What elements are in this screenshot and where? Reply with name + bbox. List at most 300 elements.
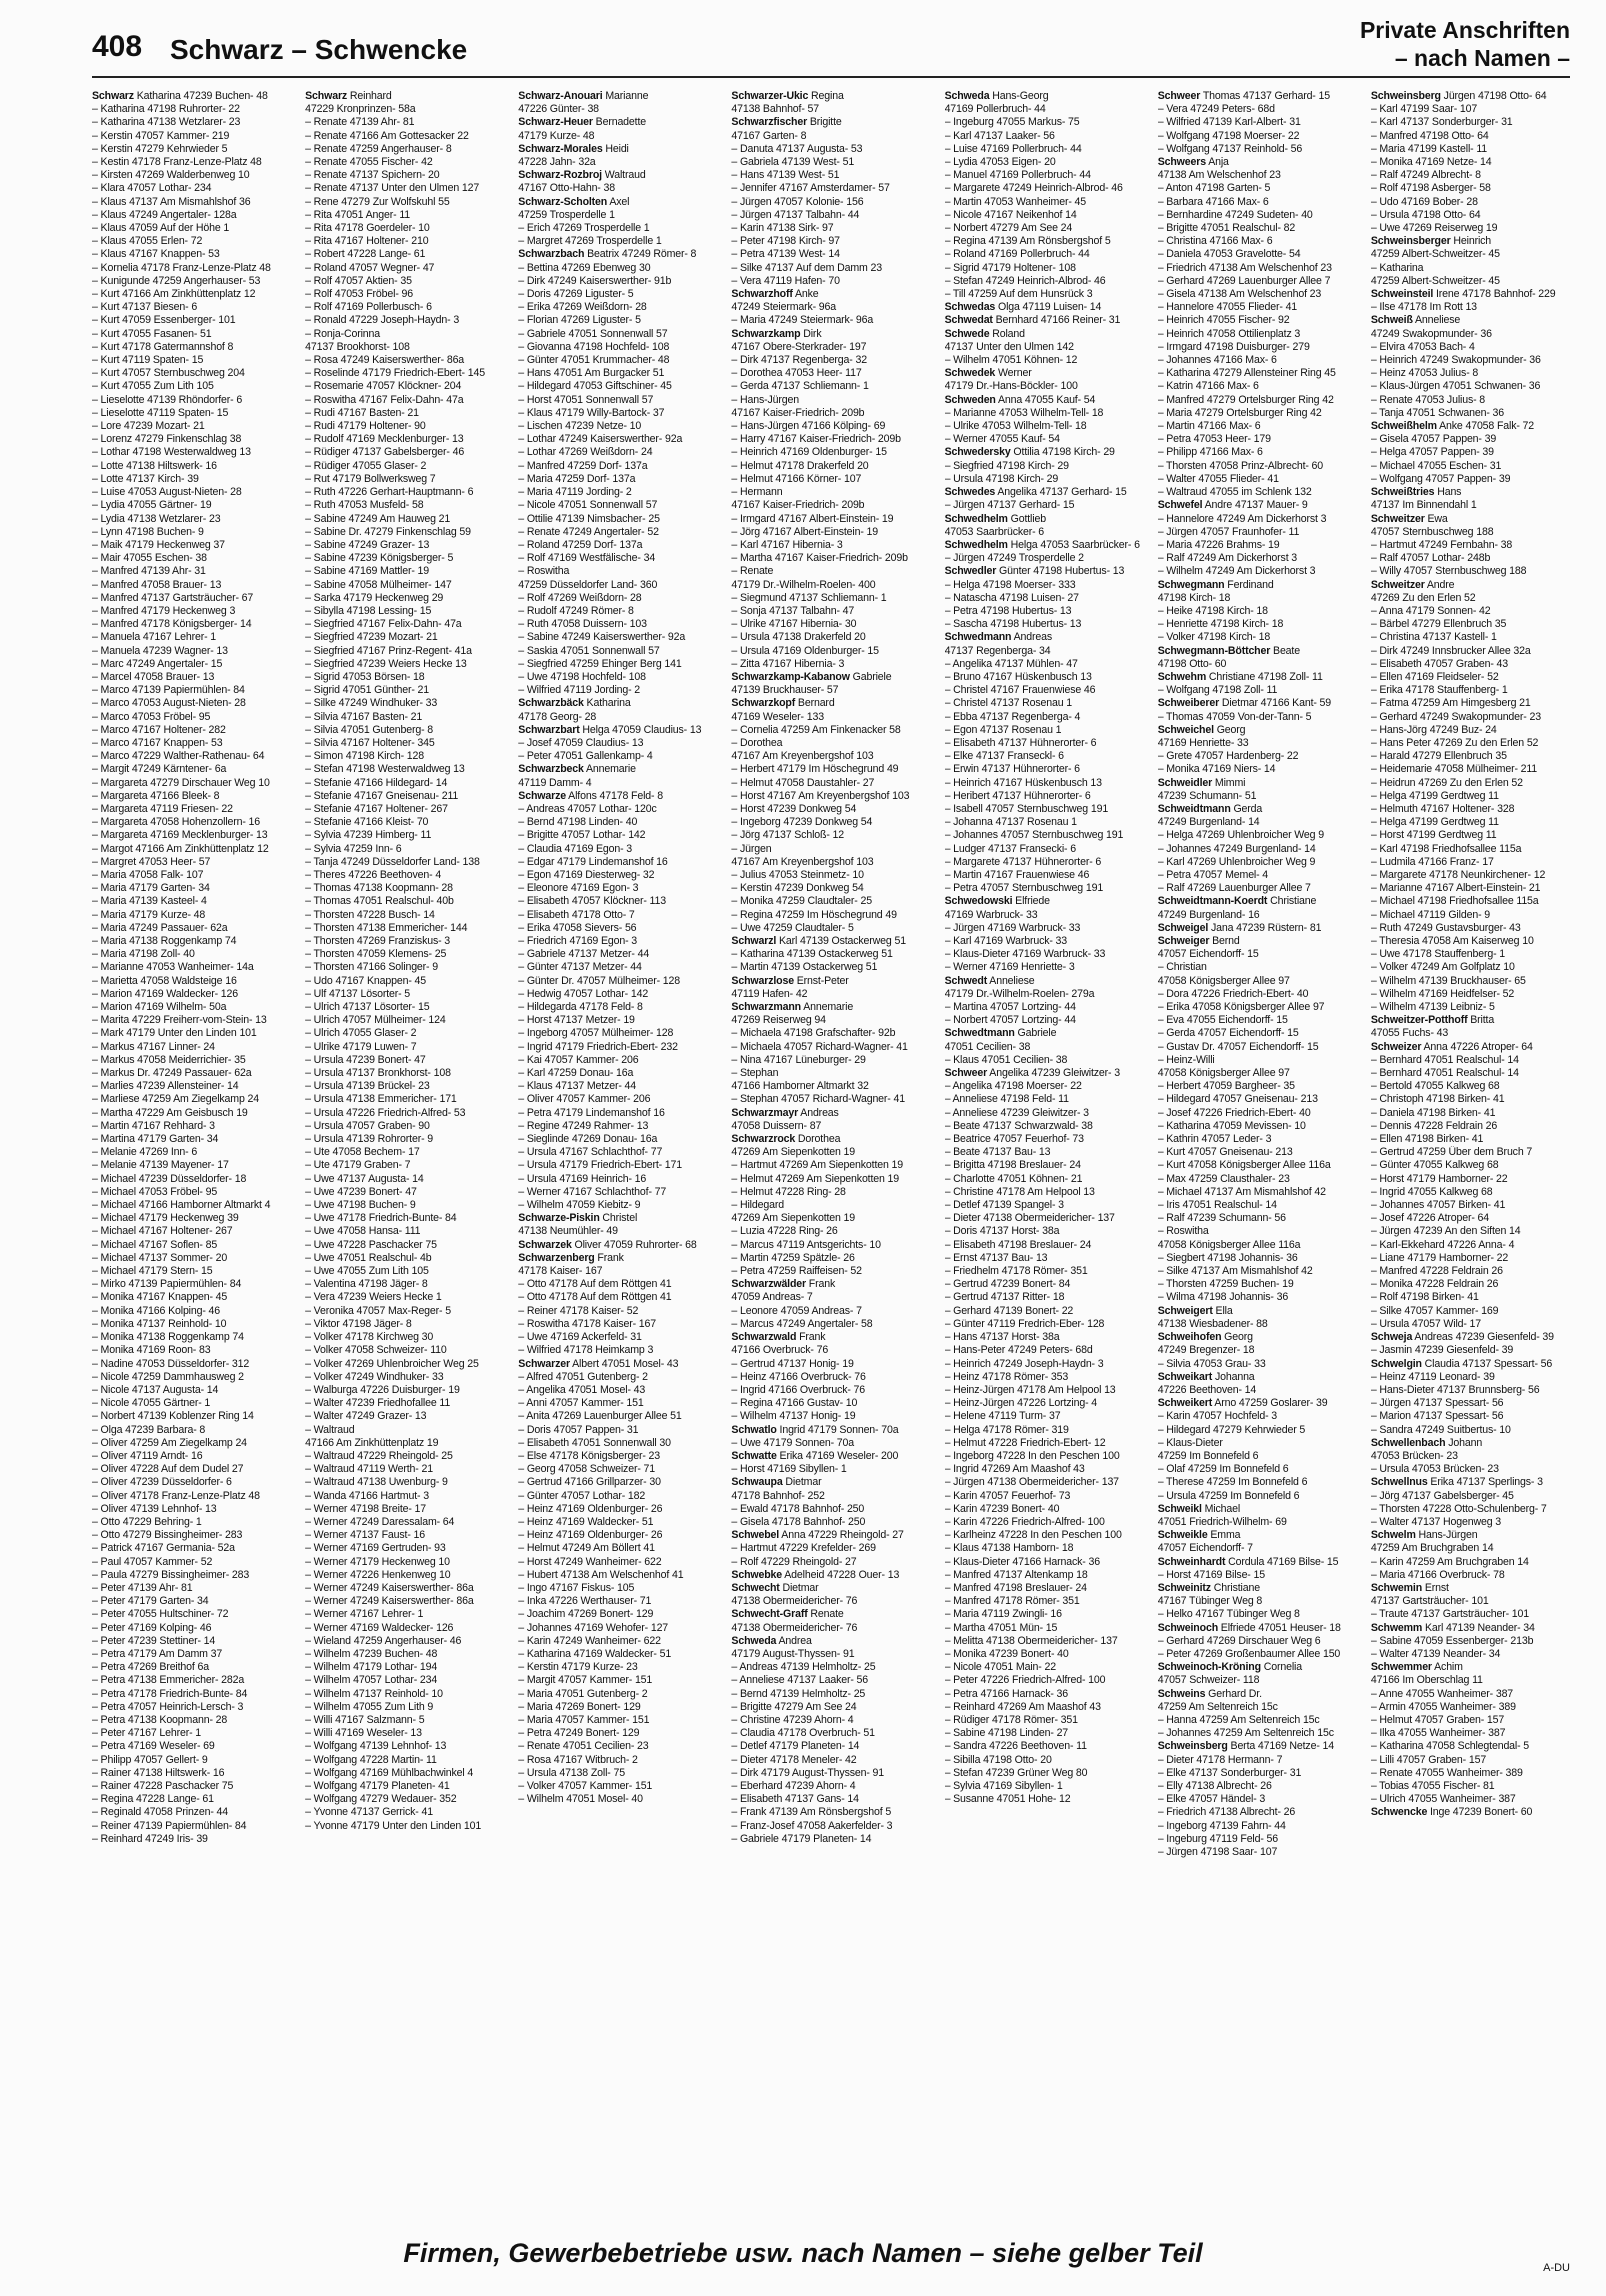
entry-text: Mimmi [1212,776,1246,789]
listing-entry [518,1225,717,1238]
listing-entry [518,618,717,631]
entry-text: – Renate 47139 Ahr- 81 [305,116,415,129]
listing-entry [731,130,930,143]
listing-entry [1371,275,1570,288]
entry-text: – Marco 47139 Papiermühlen- 84 [92,684,245,697]
entry-text: – Martin 47259 Spätzle- 26 [731,1251,855,1264]
listing-entry [92,1622,291,1635]
entry-text: Frank [806,1278,836,1291]
entry-text: – Michael 47167 Holtener- 267 [92,1225,233,1238]
listing-entry [945,671,1144,684]
surname: Schwegmann-Böttcher [1157,644,1271,657]
listing-entry [518,1582,717,1595]
listing-entry [92,90,291,103]
entry-text: – Volker 47249 Windhuker- 33 [305,1370,444,1383]
entry-text: – Petra 47179 Am Damm 37 [92,1647,223,1660]
surname: Schweizer [1370,1040,1422,1053]
surname: Schweinsteil [1370,288,1434,301]
entry-text: Oliver 47059 Ruhrorter- 68 [571,1238,697,1251]
listing-entry [945,790,1144,803]
listing-entry [1158,565,1357,578]
listing-entry [518,645,717,658]
listing-entry [1158,1754,1357,1767]
listing-entry [945,948,1144,961]
entry-text: – Oliver 47139 Lehnhof- 13 [92,1502,217,1515]
listing-entry [518,684,717,697]
entry-text: – Michael 47166 Hamborner Altmarkt 4 [92,1199,271,1212]
listing-entry [945,90,1144,103]
entry-text: – Elvira 47053 Bach- 4 [1370,340,1475,353]
entry-text: – Margarete 47249 Heinrich-Albrod- 46 [944,182,1123,195]
listing-entry [518,1780,717,1793]
entry-text: – Uwe 47055 Zum Lith 105 [305,1265,429,1278]
listing-entry [92,1305,291,1318]
entry-text: – Ruth 47058 Duissern- 103 [518,618,647,631]
entry-text: 47119 Damm- 4 [518,776,592,789]
entry-text: – Katharina [1370,261,1424,274]
entry-text: – Gabriela 47139 West- 51 [731,156,855,169]
entry-text: – Wolfgang 47057 Pappen- 39 [1370,472,1511,485]
entry-text: – Renate 47053 Julius- 8 [1370,393,1486,406]
entry-text: Ottilia 47198 Kirch- 29 [1010,446,1115,459]
listing-entry [945,288,1144,301]
entry-text: – Christina 47137 Kastell- 1 [1370,631,1497,644]
entry-text: – Patrick 47167 Germania- 52a [92,1542,235,1555]
listing-entry [1158,1595,1357,1608]
listing-entry [305,1291,504,1304]
entry-text: – Angelika 47051 Mosel- 43 [518,1383,646,1396]
section-title-line-2: – nach Namen – [1394,45,1570,71]
listing-entry [1371,1358,1570,1371]
entry-text: – Siegfried 47167 Prinz-Regent- 41a [305,644,472,657]
entry-text: – Monika 47169 Roon- 83 [92,1344,211,1357]
listing-entry [731,1397,930,1410]
entry-text: – Rudi 47167 Basten- 21 [305,406,419,419]
listing-entry [305,1648,504,1661]
surname: Schwebke [731,1568,783,1581]
listing-entry [305,116,504,129]
entry-text: – Elisabeth 47057 Graben- 43 [1370,657,1508,670]
listing-entry [305,579,504,592]
entry-text: – Bruno 47167 Hüskenbusch 13 [944,670,1092,683]
entry-text: 47166 Hamborner Altmarkt 32 [731,1080,869,1093]
listing-entry [305,1516,504,1529]
listing-entry [92,1397,291,1410]
entry-text: – Sabine 47198 Linden- 27 [944,1727,1069,1740]
entry-text: – Peter 47051 Gallenkamp- 4 [518,750,653,763]
listing-entry [92,711,291,724]
listing-entry [92,565,291,578]
entry-text: 47249 Steiermark- 96a [731,301,837,314]
entry-text: Anneliese [987,974,1035,987]
entry-text: – Petra 47057 Heinrich-Lersch- 3 [92,1700,244,1713]
entry-text: – Rolf 47053 Fröbel- 96 [305,288,413,301]
listing-entry [518,407,717,420]
listing-entry [1158,182,1357,195]
listing-entry [305,354,504,367]
entry-text: – Werner 47249 Kaiserswerther- 86a [305,1581,474,1594]
entry-text: – Heinz-Jürgen 47178 Am Helpool 13 [944,1383,1116,1396]
listing-entry [305,1041,504,1054]
entry-text: – Sibilla 47198 Otto- 20 [944,1753,1052,1766]
listing-entry [1371,1159,1570,1172]
entry-text: – Lischen 47239 Netze- 10 [518,420,642,433]
listing-entry [1371,869,1570,882]
listing-entry [1158,1133,1357,1146]
entry-text: 47167 Tübinger Weg 8 [1157,1595,1263,1608]
entry-text: – Dirk 47179 August-Thyssen- 91 [731,1766,884,1779]
entry-text: – Wolfgang 47198 Moerser- 22 [1157,129,1300,142]
listing-entry [945,1199,1144,1212]
listing-entry [1158,156,1357,169]
listing-entry [945,1648,1144,1661]
entry-text: – Maria 47139 Kasteel- 4 [92,895,207,908]
entry-text: – Uwe 47169 Ackerfeld- 31 [518,1331,642,1344]
entry-text: – Helmut 47057 Graben- 157 [1370,1713,1505,1726]
entry-text: – Maria 47179 Kurze- 48 [92,908,206,921]
entry-text: – Stefanie 47166 Hildegard- 14 [305,776,448,789]
listing-entry [731,737,930,750]
entry-text: – Liane 47179 Hamborner- 22 [1370,1251,1509,1264]
entry-text: – Detlef 47179 Planeten- 14 [731,1740,860,1753]
entry-text: – Gerhard 47249 Swakopmunder- 23 [1370,710,1541,723]
entry-text: Andrea [776,1634,812,1647]
entry-text: – Johannes 47249 Burgenland- 14 [1157,842,1316,855]
listing-entry [1158,103,1357,116]
listing-entry [1371,856,1570,869]
entry-text: – Sonja 47137 Talbahn- 47 [731,604,855,617]
listing-entry [92,1542,291,1555]
entry-text: – Inka 47226 Werthauser- 71 [518,1595,652,1608]
entry-text: – Roselinde 47179 Friedrich-Ebert- 145 [305,367,485,380]
entry-text: – Martha 47051 Mün- 15 [944,1621,1058,1634]
listing-entry [518,143,717,156]
listing-entry [92,1225,291,1238]
listing-entry [1371,1701,1570,1714]
listing-entry [945,1107,1144,1120]
entry-text: – Stefan 47249 Heinrich-Albrod- 46 [944,274,1106,287]
entry-text: Ernst [1422,1581,1449,1594]
surname: Schweda [944,90,990,102]
entry-text: – Lilli 47057 Graben- 157 [1370,1753,1487,1766]
listing-entry [92,882,291,895]
listing-entry [92,988,291,1001]
listing-entry [945,420,1144,433]
entry-text: Gerda [1230,802,1263,815]
listing-entry [1371,433,1570,446]
listing-entry [92,394,291,407]
surname: Schweinoch [1157,1621,1219,1634]
entry-text: – Horst 47167 Am Kreyenbergshof 103 [731,789,910,802]
entry-text: Roland [989,327,1025,340]
listing-entry [92,869,291,882]
entry-text: – Herbert 47179 Im Höschegrund 49 [731,763,899,776]
listing-entry [92,1239,291,1252]
entry-text: – Ursula 47259 Im Bonnefeld 6 [1157,1489,1300,1502]
entry-text: – Margit 47057 Kammer- 151 [518,1674,653,1687]
entry-text: – Harry 47167 Kaiser-Friedrich- 209b [731,433,901,446]
listing-entry [92,1582,291,1595]
entry-text: – Maria 47279 Ortelsburger Ring 42 [1157,406,1322,419]
entry-text: – Johannes 47166 Max- 6 [1157,354,1277,367]
listing-entry [518,420,717,433]
listing-entry [731,631,930,644]
listing-entry [1371,671,1570,684]
entry-text: – Johanna 47137 Rosenau 1 [944,816,1077,829]
entry-text: Dietmar [779,1581,819,1594]
surname: Schweiger [1157,935,1210,947]
entry-text: – Monika 47137 Reinhold- 10 [92,1317,227,1330]
entry-text: – Klaus 47055 Erlen- 72 [92,235,203,248]
listing-entry [92,671,291,684]
listing-entry [305,935,504,948]
entry-text: – Günter 47137 Metzer- 44 [518,961,642,974]
entry-text: – Roswitha [518,565,570,578]
listing-entry [731,314,930,327]
entry-text: – Lore 47239 Mozart- 21 [92,420,205,433]
listing-entry [1158,1120,1357,1133]
listing-entry [92,288,291,301]
listing-entry [1158,618,1357,631]
entry-text: – Ursula 47139 Rohrorter- 9 [305,1133,433,1146]
listing-entry [945,1529,1144,1542]
entry-text: Anna 47229 Rheingold- 27 [779,1529,904,1542]
listing-entry [1158,143,1357,156]
listing-entry [1158,1635,1357,1648]
entry-text: – Helmut 47228 Ring- 28 [731,1185,846,1198]
listing-entry [305,1661,504,1674]
listing-entry [305,829,504,842]
entry-text: 47179 Kurze- 48 [518,129,595,142]
listing-entry [731,658,930,671]
entry-text: – Marcel 47058 Brauer- 13 [92,670,215,683]
entry-text: – Katharina 47279 Allensteiner Ring 45 [1157,367,1336,380]
listing-entry [305,975,504,988]
listing-entry [92,579,291,592]
column-5 [945,90,1144,2232]
listing-entry [305,1529,504,1542]
listing-entry [731,156,930,169]
entry-text: – Uwe 47178 Stauffenberg- 1 [1370,948,1506,961]
entry-text: – Leonore 47059 Andreas- 7 [731,1304,862,1317]
listing-entry [731,1358,930,1371]
listing-entry [1158,1529,1357,1542]
entry-text: Anke [792,288,819,301]
entry-text: – Nadine 47053 Düsseldorfer- 312 [92,1357,250,1370]
listing-entry [1371,1093,1570,1106]
entry-text: 47167 Kaiser-Friedrich- 209b [731,499,865,512]
listing-entry [1371,724,1570,737]
listing-entry [305,711,504,724]
listing-entry [518,526,717,539]
listing-entry [731,354,930,367]
entry-text: – Paul 47057 Kammer- 52 [92,1555,213,1568]
listing-entry [92,935,291,948]
entry-text: Andre 47137 Mauer- 9 [1202,499,1308,512]
listing-entry [731,1490,930,1503]
entry-text: – Ingrid 47179 Friedrich-Ebert- 232 [518,1040,678,1053]
entry-text: Britta [1467,1014,1495,1027]
listing-entry [518,1740,717,1753]
entry-text: – Christel 47137 Rosenau 1 [944,697,1072,710]
listing-entry [1158,1569,1357,1582]
entry-text: – Helga 47198 Moerser- 333 [944,578,1076,591]
listing-entry [305,1437,504,1450]
listing-entry [1371,1041,1570,1054]
entry-text: – Gisela 47057 Pappen- 39 [1370,433,1497,446]
entry-text: – Waltraud 47119 Werth- 21 [305,1463,433,1476]
entry-text: 47178 Bahnhof- 252 [731,1489,825,1502]
listing-entry [1158,1041,1357,1054]
entry-text: – Werner 47198 Breite- 17 [305,1502,427,1515]
listing-entry [305,803,504,816]
listing-entry [731,1107,930,1120]
listing-entry [518,1027,717,1040]
listing-entry [305,209,504,222]
listing-entry [1158,314,1357,327]
entry-text: – Rolf 47198 Birken- 41 [1370,1291,1479,1304]
entry-text: – Martin 47167 Rehhard- 3 [92,1119,215,1132]
listing-entry [92,1120,291,1133]
entry-text: Jürgen 47198 Otto- 64 [1440,90,1547,102]
entry-text: – Nicole 47051 Main- 22 [944,1661,1056,1674]
entry-text: – Petra 47053 Heer- 179 [1157,433,1271,446]
entry-text: – Martin 47139 Ostackerweg 51 [731,961,878,974]
entry-text: Annemarie [801,1001,854,1014]
listing-entry [92,631,291,644]
listing-entry [305,1688,504,1701]
entry-text: – Thomas 47138 Koopmann- 28 [305,882,453,895]
surname: Schwarz-Scholten [518,195,608,208]
listing-entry [305,948,504,961]
entry-text: – Renate 47055 Fischer- 42 [305,156,433,169]
surname: Schwarzbach [518,248,585,261]
listing-entry [731,803,930,816]
entry-text: 47138 Neumühler- 49 [518,1225,618,1238]
entry-text: – Ludmila 47166 Franz- 17 [1370,855,1494,868]
listing-entry [1158,301,1357,314]
listing-entry [92,1265,291,1278]
entry-text: – Ralf 47249 Albrecht- 8 [1370,169,1481,182]
listing-entry [1371,1793,1570,1806]
listing-entry [945,1674,1144,1687]
entry-text: – Ebba 47137 Regenberga- 4 [944,710,1081,723]
listing-entry [305,1225,504,1238]
entry-text: – Ute 47179 Graben- 7 [305,1159,411,1172]
listing-entry [518,1674,717,1687]
entry-text: – Kurt 47055 Fasanen- 51 [92,327,212,340]
listing-entry [731,1820,930,1833]
listing-entry [945,1041,1144,1054]
entry-text: – Zitta 47167 Hibernia- 3 [731,657,845,670]
entry-text: – Karl 47137 Laaker- 56 [944,129,1055,142]
entry-text: – Ralf 47249 Am Dickerhorst 3 [1157,552,1298,565]
listing-entry [518,1767,717,1780]
entry-text: Georg [1221,1331,1253,1344]
entry-text: Arno 47259 Goslarer- 39 [1212,1397,1328,1410]
listing-entry [1371,1595,1570,1608]
surname: Schweinitz [1157,1581,1211,1594]
surname: Schwelm [1370,1529,1416,1542]
listing-entry [1371,750,1570,763]
listing-entry [518,156,717,169]
listing-entry [305,1186,504,1199]
entry-text: – Jürgen 47138 Obermeidericher- 137 [944,1476,1119,1489]
entry-text: – Heinz-Willi [1157,1053,1215,1066]
section-title [1360,16,1570,72]
entry-text: Gabriele [1014,1027,1057,1040]
entry-text: – Wilhelm 47239 Buchen- 48 [305,1647,438,1660]
listing-entry [1158,1767,1357,1780]
entry-text: 47058 Königsberger Allee 116a [1157,1238,1301,1251]
entry-text: – Bernd 47198 Linden- 40 [518,816,638,829]
entry-text: – Ulrich 47055 Glaser- 2 [305,1027,417,1040]
entry-text: – Volker 47198 Kirch- 18 [1157,631,1271,644]
entry-text: – Ewald 47178 Bahnhof- 250 [731,1502,865,1515]
entry-text: – Rainer 47228 Paschacker 75 [92,1780,234,1792]
listing-entry [1158,1331,1357,1344]
listing-entry [305,262,504,275]
footer-note: Firmen, Gewerbebetriebe usw. nach Namen – siehe gelber Teil [403,2238,1203,2268]
listing-entry [305,460,504,473]
listing-entry [92,1727,291,1740]
listing-entry [305,1133,504,1146]
listing-entry [305,473,504,486]
listing-entry [731,222,930,235]
entry-text: – Wilhelm 47169 Heidfelser- 52 [1370,987,1515,1000]
listing-entry [305,301,504,314]
entry-text: 47167 Kaiser-Friedrich- 209b [731,406,865,419]
listing-entry [945,460,1144,473]
entry-text: Brigitte [807,116,842,129]
entry-text: – Grete 47057 Hardenberg- 22 [1157,750,1299,763]
listing-entry [731,829,930,842]
entry-text: – Volker 47058 Schweizer- 110 [305,1344,447,1357]
listing-entry [945,446,1144,459]
entry-text: – Ursula 47138 Zoll- 75 [518,1766,625,1779]
entry-text: 47137 Brookhorst- 108 [305,340,410,353]
listing-entry [518,777,717,790]
entry-text: – Peter 47167 Lehrer- 1 [92,1727,202,1740]
listing-entry [945,1318,1144,1331]
entry-text: – Armin 47055 Wanheimer- 389 [1370,1700,1516,1713]
listing-entry [518,1688,717,1701]
listing-entry [945,1331,1144,1344]
listing-entry [305,882,504,895]
entry-text: – Maria 47058 Falk- 107 [92,868,204,881]
listing-entry [731,1001,930,1014]
surname: Schwedersky [944,446,1011,459]
surname: Schwarzenberg [518,1251,595,1264]
listing-entry [1371,1661,1570,1674]
entry-text: – Siegfried 47239 Mozart- 21 [305,631,438,644]
listing-entry [945,1793,1144,1806]
listing-entry [518,182,717,195]
entry-text: – Thorsten 47059 Klemens- 25 [305,948,447,961]
column-2 [305,90,504,2232]
entry-text: 47259 Trosperdelle 1 [518,208,615,221]
entry-text: – Christoph 47198 Birken- 41 [1370,1093,1505,1106]
listing-entry [305,420,504,433]
entry-text: – Karin 47226 Friedrich-Alfred- 100 [944,1515,1105,1528]
listing-entry [92,1278,291,1291]
surname: Schwedhelm [944,512,1008,525]
listing-entry [92,248,291,261]
listing-entry [731,1384,930,1397]
listing-entry [92,658,291,671]
entry-text: 47138 Wiesbadener- 88 [1157,1317,1268,1330]
listing-entry [731,579,930,592]
